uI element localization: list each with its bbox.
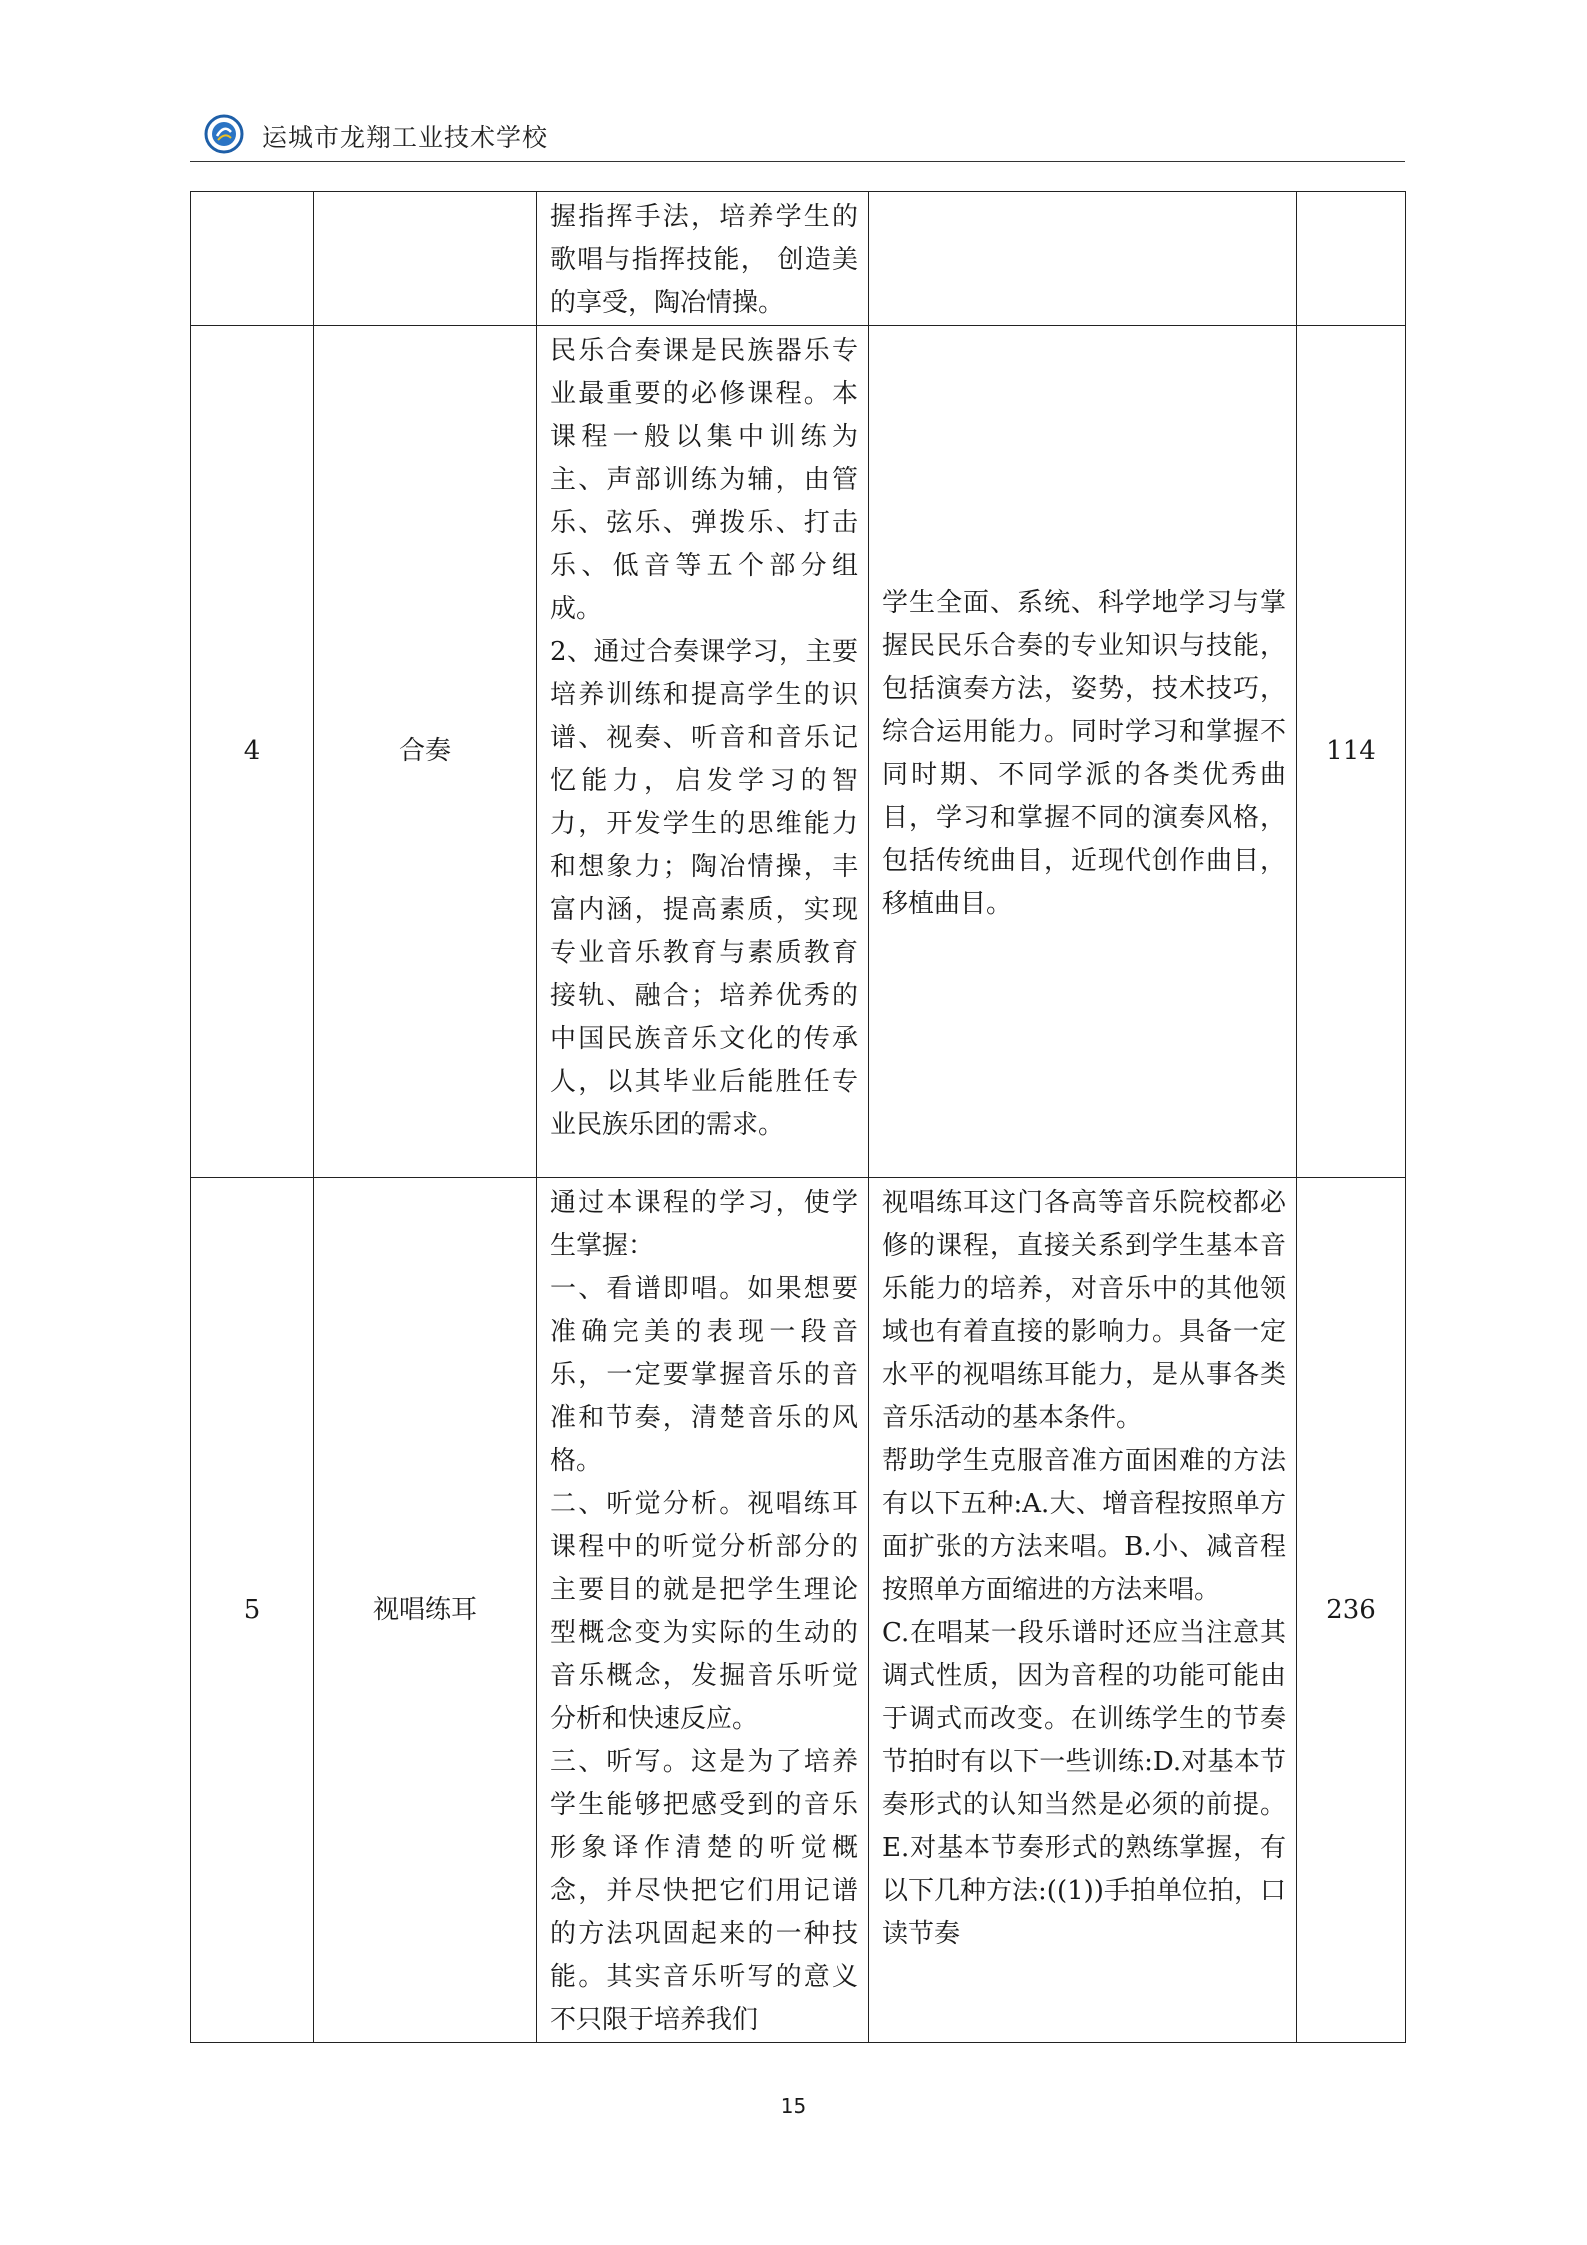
course-goal-cell — [537, 192, 869, 326]
course-goal-text: 民乐合奏课是民族器乐专业最重要的必修课程。本课程一般以集中训练为主、声部训练为辅，由管乐、弦乐、弹拨乐、打击乐、低音等五个部分组成。 2、通过合奏课学习，主要培养训练和提高学生的识谱、视奏、听音和音乐记忆能力，启发学习的智力，开发学生的思维能力和想象力；陶冶情操，丰富内涵，提高素质，实现专业音乐教育与素质教育接轨、融合；培养优秀的中国民族音乐文化的传承人，以其毕业后能胜任专业民族乐团的需求。 — [550, 336, 858, 1140]
header-divider — [190, 161, 1405, 162]
school-name: 运城市龙翔工业技术学校 — [262, 123, 549, 152]
course-content-text — [869, 192, 1296, 196]
page-number: 15 — [780, 2094, 807, 2118]
table-row — [191, 1178, 1406, 2043]
row-index-cell: 5 — [191, 1178, 314, 2043]
course-hours-cell — [1297, 192, 1406, 326]
course-name-cell: 视唱练耳 — [314, 1178, 537, 2043]
course-goal-cell — [537, 1178, 869, 2043]
table-row — [191, 192, 1406, 326]
school-logo-icon — [204, 114, 244, 154]
course-content-cell — [869, 192, 1297, 326]
course-content-cell — [869, 1178, 1297, 2043]
course-content-cell — [869, 326, 1297, 1178]
page-header — [190, 108, 1405, 160]
course-hours-cell: 114 — [1297, 326, 1406, 1178]
course-hours-cell: 236 — [1297, 1178, 1406, 2043]
table-row — [191, 326, 1406, 1178]
course-goal-text: 握指挥手法，培养学生的歌唱与指挥技能， 创造美的享受，陶冶情操。 — [550, 202, 858, 318]
course-name-cell — [314, 192, 537, 326]
course-goal-cell — [537, 326, 869, 1178]
course-goal-text: 通过本课程的学习，使学生掌握： 一、看谱即唱。如果想要准确完美的表现一段音乐，一定要掌握音乐的音准和节奏，清楚音乐的风格。 二、听觉分析。视唱练耳课程中的听觉分析部分的主要目的就是把学生理论型概念变为实际的生动的音乐概念，发掘音乐听觉分析和快速反应。 三、听写。这是为了培养学生能够把感受到的音乐形象译作清楚的听觉概念，并尽快把它们用记谱的方法巩固起来的一种技能。其实音乐听写的意义不只限于培养我们 — [550, 1188, 858, 2035]
course-table — [190, 191, 1406, 2043]
row-index-cell — [191, 192, 314, 326]
course-content-text: 学生全面、系统、科学地学习与掌握民民乐合奏的专业知识与技能，包括演奏方法，姿势，技术技巧，综合运用能力。同时学习和掌握不同时期、不同学派的各类优秀曲目，学习和掌握不同的演奏风格，包括传统曲目，近现代创作曲目，移植曲目。 — [882, 587, 1286, 919]
row-index-cell: 4 — [191, 326, 314, 1178]
course-content-text: 视唱练耳这门各高等音乐院校都必修的课程，直接关系到学生基本音乐能力的培养，对音乐中的其他领域也有着直接的影响力。具备一定水平的视唱练耳能力，是从事各类音乐活动的基本条件。 帮助学生克服音准方面困难的方法有以下五种:A.大、增音程按照单方面扩张的方法来唱。B.小、减音程按照单方面缩进的方法来唱。 C.在唱某一段乐谱时还应当注意其调式性质，因为音程的功能可能由于调式而改变。在训练学生的节奏节拍时有以下一些训练:D.对基本节奏形式的认知当然是必须的前提。E.对基本节奏形式的熟练掌握，有以下几种方法:((1))手拍单位拍，口读节奏 — [882, 1188, 1286, 1949]
course-name-cell: 合奏 — [314, 326, 537, 1178]
